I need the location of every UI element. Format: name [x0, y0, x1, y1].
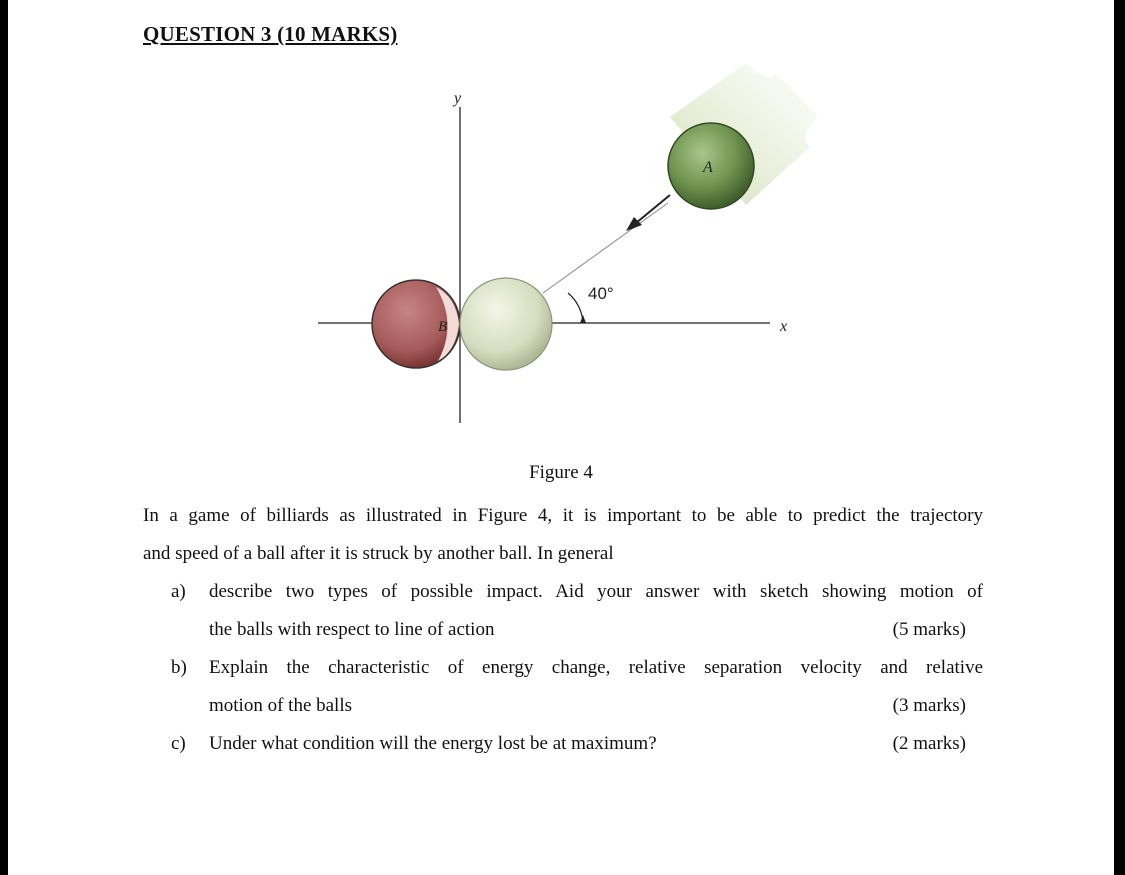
intro-line-1: In a game of billiards as illustrated in Figure 4, it is important to be able to predict the trajectory [143, 505, 983, 526]
line-of-impact [543, 203, 668, 293]
question-a-marks: (5 marks) [892, 619, 966, 640]
x-axis-label: x [780, 318, 788, 335]
intro-paragraph [143, 497, 983, 573]
velocity-arrow [636, 195, 670, 223]
question-a [171, 573, 983, 649]
question-heading: QUESTION 3 (10 MARKS) [143, 22, 398, 46]
ball-b-label: B [438, 319, 448, 335]
question-c-label: c) [171, 733, 186, 754]
document-page [8, 0, 1114, 875]
angle-label: 40° [588, 284, 614, 303]
y-axis-label: y [454, 90, 462, 107]
intro-line-2: and speed of a ball after it is struck by another ball. In general [143, 543, 614, 564]
question-b-line2: motion of the balls [209, 695, 353, 716]
question-c-marks: (2 marks) [892, 733, 966, 754]
question-b-marks: (3 marks) [892, 695, 966, 716]
question-c-line1: Under what condition will the energy lost be at maximum? [209, 733, 657, 754]
question-c [171, 725, 983, 763]
question-a-label: a) [171, 581, 186, 602]
angle-arc-arrowhead [580, 315, 586, 323]
question-b-line1: Explain the characteristic of energy change, relative separation velocity and relative [209, 657, 983, 678]
figure-billiards [298, 55, 828, 435]
question-b-label: b) [171, 657, 187, 678]
angle-arc [568, 293, 583, 323]
ball-a-label: A [703, 159, 713, 176]
figure-caption: Figure 4 [529, 462, 593, 483]
question-b [171, 649, 983, 725]
question-a-line2: the balls with respect to line of action [209, 619, 495, 640]
ball-impact-position [460, 278, 552, 370]
question-a-line1: describe two types of possible impact. Aid your answer with sketch showing motion of [209, 581, 983, 602]
